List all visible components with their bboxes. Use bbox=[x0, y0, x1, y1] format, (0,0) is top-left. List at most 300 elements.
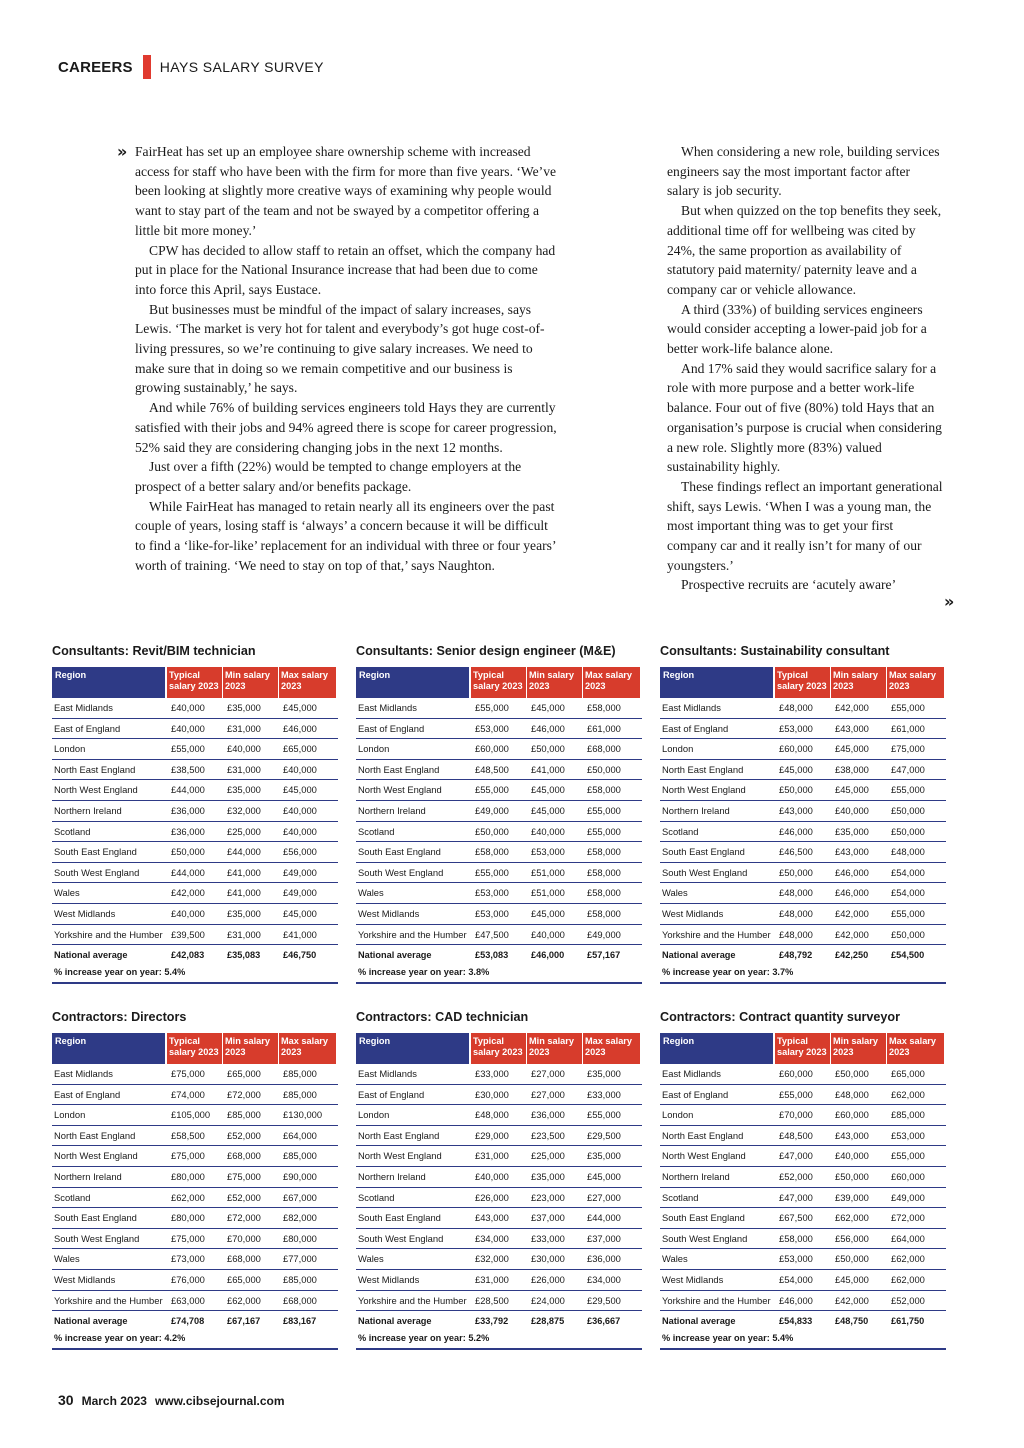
typical-cell: £40,000 bbox=[171, 722, 205, 734]
table-header bbox=[660, 667, 946, 698]
national-typical: £48,792 bbox=[779, 950, 813, 961]
min-cell: £42,000 bbox=[835, 1294, 869, 1306]
min-cell: £43,000 bbox=[835, 846, 869, 858]
typical-cell: £43,000 bbox=[475, 1212, 509, 1224]
table-row bbox=[660, 739, 946, 760]
table-row bbox=[660, 863, 946, 884]
website-link[interactable]: www.cibsejournal.com bbox=[154, 1394, 285, 1408]
region-cell: East Midlands bbox=[358, 702, 417, 713]
paragraph: FairHeat has set up an employee share ownership scheme with increased access for staff who have been with the firm for more than five years. ‘We’ve been looking at slightly more creative ways of examining why people would want to stay part of the team and not be swayed by a competitor offering a little bit more money.’ bbox=[135, 144, 557, 238]
header-typical: Typical salary 2023 bbox=[471, 1033, 526, 1064]
min-cell: £35,000 bbox=[227, 907, 261, 919]
header-max: Max salary 2023 bbox=[279, 1033, 336, 1064]
max-cell: £67,000 bbox=[283, 1191, 317, 1203]
max-cell: £36,000 bbox=[587, 1253, 621, 1265]
table-row bbox=[660, 1167, 946, 1188]
region-cell: South East England bbox=[662, 1212, 745, 1224]
table-header bbox=[660, 1033, 946, 1064]
national-average-row bbox=[660, 1311, 946, 1331]
national-min: £46,000 bbox=[531, 950, 565, 961]
table-row bbox=[52, 1249, 338, 1270]
national-average-row bbox=[52, 1311, 338, 1331]
typical-cell: £45,000 bbox=[779, 763, 813, 775]
table-header bbox=[356, 667, 642, 698]
header-min: Min salary 2023 bbox=[527, 1033, 582, 1064]
min-cell: £72,000 bbox=[227, 1212, 261, 1224]
max-cell: £61,000 bbox=[891, 722, 925, 734]
max-cell: £35,000 bbox=[587, 1150, 621, 1162]
max-cell: £37,000 bbox=[587, 1232, 621, 1244]
region-cell: Scotland bbox=[662, 825, 699, 837]
paragraph: When considering a new role, building services engineers say the most important factor after salary is job security. bbox=[667, 144, 940, 199]
region-cell: South East England bbox=[358, 1212, 441, 1224]
table-row bbox=[52, 1167, 338, 1188]
max-cell: £52,000 bbox=[891, 1294, 925, 1306]
table-row bbox=[52, 1270, 338, 1291]
max-cell: £58,000 bbox=[587, 866, 621, 878]
article-column-2 bbox=[667, 142, 943, 595]
table-row bbox=[356, 801, 642, 822]
min-cell: £46,000 bbox=[835, 866, 869, 878]
min-cell: £53,000 bbox=[531, 846, 565, 858]
max-cell: £68,000 bbox=[283, 1294, 317, 1306]
typical-cell: £47,500 bbox=[475, 928, 509, 940]
max-cell: £46,000 bbox=[283, 722, 317, 734]
typical-cell: £46,000 bbox=[779, 825, 813, 837]
salary-table bbox=[660, 1009, 946, 1350]
typical-cell: £46,500 bbox=[779, 846, 813, 858]
national-max: £57,167 bbox=[587, 950, 621, 961]
max-cell: £62,000 bbox=[891, 1273, 925, 1285]
typical-cell: £50,000 bbox=[475, 825, 509, 837]
table-title: Contractors: CAD technician bbox=[356, 1010, 529, 1024]
header-max: Max salary 2023 bbox=[887, 667, 944, 698]
typical-cell: £46,000 bbox=[779, 1294, 813, 1306]
typical-cell: £60,000 bbox=[779, 743, 813, 755]
header-region: Region bbox=[356, 667, 469, 698]
region-cell: North West England bbox=[358, 784, 442, 796]
national-average-row bbox=[660, 945, 946, 965]
max-cell: £44,000 bbox=[587, 1212, 621, 1224]
min-cell: £45,000 bbox=[531, 702, 565, 713]
national-max: £36,667 bbox=[587, 1316, 621, 1327]
max-cell: £77,000 bbox=[283, 1253, 317, 1265]
region-cell: South West England bbox=[662, 866, 748, 878]
typical-cell: £55,000 bbox=[171, 743, 205, 755]
max-cell: £62,000 bbox=[891, 1253, 925, 1265]
table-row bbox=[660, 904, 946, 925]
min-cell: £70,000 bbox=[227, 1232, 261, 1244]
header-typical: Typical salary 2023 bbox=[471, 667, 526, 698]
min-cell: £62,000 bbox=[227, 1294, 261, 1306]
region-cell: South West England bbox=[358, 1232, 444, 1244]
region-cell: East of England bbox=[358, 1088, 425, 1100]
region-cell: West Midlands bbox=[358, 1273, 420, 1285]
typical-cell: £28,500 bbox=[475, 1294, 509, 1306]
max-cell: £58,000 bbox=[587, 887, 621, 899]
salary-table bbox=[356, 1009, 642, 1350]
min-cell: £31,000 bbox=[227, 928, 261, 940]
paragraph: A third (33%) of building services engineers would consider accepting a lower-paid job for a better work-life balance alone. bbox=[667, 301, 927, 357]
max-cell: £85,000 bbox=[283, 1068, 317, 1079]
min-cell: £46,000 bbox=[531, 722, 565, 734]
yoy-increase: % increase year on year: 4.2% bbox=[52, 1331, 338, 1350]
table-header bbox=[356, 1033, 642, 1064]
min-cell: £43,000 bbox=[835, 1129, 869, 1141]
paragraph: While FairHeat has managed to retain nearly all its engineers over the past couple of years, losing staff is ‘always’ a concern because it will be difficult to find a ‘like-for-like’ replacement for an individual with three or four years’ worth of training. ‘We need to stay on top of that,’ says Naughton. bbox=[135, 498, 556, 573]
min-cell: £45,000 bbox=[531, 784, 565, 796]
max-cell: £50,000 bbox=[891, 928, 925, 940]
paragraph: But when quizzed on the top benefits they seek, additional time off for wellbeing was cited by 24%, the same proportion as availability of statutory paid maternity/ paternity leave and a company car or vehicle allowance. bbox=[667, 203, 942, 297]
min-cell: £38,000 bbox=[835, 763, 869, 775]
table-row bbox=[356, 1229, 642, 1250]
region-cell: Scotland bbox=[54, 1191, 91, 1203]
header-typical: Typical salary 2023 bbox=[167, 1033, 222, 1064]
typical-cell: £34,000 bbox=[475, 1232, 509, 1244]
max-cell: £27,000 bbox=[587, 1191, 621, 1203]
typical-cell: £53,000 bbox=[475, 887, 509, 899]
typical-cell: £33,000 bbox=[475, 1068, 509, 1079]
national-min: £48,750 bbox=[835, 1316, 869, 1327]
table-row bbox=[356, 1105, 642, 1126]
min-cell: £27,000 bbox=[531, 1068, 565, 1079]
region-cell: South East England bbox=[54, 846, 137, 858]
region-cell: East of England bbox=[662, 722, 729, 734]
table-row bbox=[660, 822, 946, 843]
continued-on-icon: » bbox=[944, 592, 955, 611]
max-cell: £48,000 bbox=[891, 846, 925, 858]
typical-cell: £40,000 bbox=[171, 907, 205, 919]
table-row bbox=[660, 1291, 946, 1312]
national-min: £28,875 bbox=[531, 1316, 565, 1327]
max-cell: £85,000 bbox=[283, 1088, 317, 1100]
max-cell: £34,000 bbox=[587, 1273, 621, 1285]
national-typical: £54,833 bbox=[779, 1316, 813, 1327]
typical-cell: £48,000 bbox=[779, 907, 813, 919]
typical-cell: £60,000 bbox=[475, 743, 509, 755]
typical-cell: £40,000 bbox=[171, 702, 205, 713]
min-cell: £41,000 bbox=[227, 887, 261, 899]
min-cell: £27,000 bbox=[531, 1088, 565, 1100]
region-cell: North West England bbox=[54, 1150, 138, 1162]
typical-cell: £54,000 bbox=[779, 1273, 813, 1285]
min-cell: £25,000 bbox=[227, 825, 261, 837]
max-cell: £55,000 bbox=[891, 907, 925, 919]
typical-cell: £26,000 bbox=[475, 1191, 509, 1203]
typical-cell: £42,000 bbox=[171, 887, 205, 899]
region-cell: East Midlands bbox=[54, 1068, 113, 1079]
table-row bbox=[356, 739, 642, 760]
table-row bbox=[356, 904, 642, 925]
table-row bbox=[356, 863, 642, 884]
min-cell: £51,000 bbox=[531, 866, 565, 878]
national-min: £67,167 bbox=[227, 1316, 261, 1327]
max-cell: £72,000 bbox=[891, 1212, 925, 1224]
region-cell: South East England bbox=[54, 1212, 137, 1224]
region-cell: Scotland bbox=[662, 1191, 699, 1203]
table-row bbox=[52, 1146, 338, 1167]
max-cell: £45,000 bbox=[283, 907, 317, 919]
table-title: Consultants: Sustainability consultant bbox=[660, 644, 890, 658]
region-cell: West Midlands bbox=[54, 907, 116, 919]
region-cell: East of England bbox=[358, 722, 425, 734]
region-cell: East Midlands bbox=[358, 1068, 417, 1079]
yoy-increase: % increase year on year: 5.2% bbox=[356, 1331, 642, 1350]
national-typical: £53,083 bbox=[475, 950, 509, 961]
table-row bbox=[356, 925, 642, 946]
table-row bbox=[52, 780, 338, 801]
max-cell: £58,000 bbox=[587, 907, 621, 919]
min-cell: £42,000 bbox=[835, 907, 869, 919]
typical-cell: £55,000 bbox=[779, 1088, 813, 1100]
national-typical: £33,792 bbox=[475, 1316, 509, 1327]
yoy-increase: % increase year on year: 5.4% bbox=[52, 965, 338, 984]
table-row bbox=[356, 1249, 642, 1270]
yoy-increase: % increase year on year: 3.7% bbox=[660, 965, 946, 984]
min-cell: £41,000 bbox=[227, 866, 261, 878]
national-average-row bbox=[356, 945, 642, 965]
table-row bbox=[660, 1249, 946, 1270]
region-cell: Yorkshire and the Humber bbox=[358, 928, 467, 940]
min-cell: £44,000 bbox=[227, 846, 261, 858]
typical-cell: £36,000 bbox=[171, 825, 205, 837]
min-cell: £48,000 bbox=[835, 1088, 869, 1100]
region-cell: South West England bbox=[54, 1232, 140, 1244]
min-cell: £36,000 bbox=[531, 1109, 565, 1121]
typical-cell: £36,000 bbox=[171, 804, 205, 816]
min-cell: £65,000 bbox=[227, 1273, 261, 1285]
region-cell: Yorkshire and the Humber bbox=[358, 1294, 467, 1306]
max-cell: £82,000 bbox=[283, 1212, 317, 1224]
min-cell: £52,000 bbox=[227, 1191, 261, 1203]
typical-cell: £30,000 bbox=[475, 1088, 509, 1100]
table-row bbox=[52, 1291, 338, 1312]
region-cell: Wales bbox=[358, 887, 384, 899]
typical-cell: £105,000 bbox=[171, 1109, 211, 1121]
typical-cell: £55,000 bbox=[475, 784, 509, 796]
max-cell: £75,000 bbox=[891, 743, 925, 755]
region-cell: North East England bbox=[54, 763, 136, 775]
article-column-1 bbox=[135, 142, 559, 575]
table-row bbox=[356, 760, 642, 781]
min-cell: £68,000 bbox=[227, 1150, 261, 1162]
max-cell: £40,000 bbox=[283, 763, 317, 775]
table-row bbox=[660, 780, 946, 801]
paragraph: And while 76% of building services engineers told Hays they are currently satisfied with their jobs and 94% agreed there is scope for career progression, 52% said they are considering changing jobs in the next 12 months. bbox=[135, 400, 557, 455]
table-row bbox=[660, 1208, 946, 1229]
max-cell: £90,000 bbox=[283, 1170, 317, 1182]
typical-cell: £75,000 bbox=[171, 1150, 205, 1162]
typical-cell: £52,000 bbox=[779, 1170, 813, 1182]
national-min: £35,083 bbox=[227, 950, 261, 961]
min-cell: £85,000 bbox=[227, 1109, 261, 1121]
min-cell: £50,000 bbox=[835, 1068, 869, 1079]
table-row bbox=[660, 925, 946, 946]
typical-cell: £48,500 bbox=[779, 1129, 813, 1141]
typical-cell: £75,000 bbox=[171, 1232, 205, 1244]
table-title: Contractors: Directors bbox=[52, 1010, 187, 1024]
typical-cell: £62,000 bbox=[171, 1191, 205, 1203]
region-cell: East of England bbox=[54, 722, 121, 734]
salary-table bbox=[356, 643, 642, 984]
typical-cell: £44,000 bbox=[171, 866, 205, 878]
header-divider bbox=[143, 55, 151, 79]
typical-cell: £67,500 bbox=[779, 1212, 813, 1224]
typical-cell: £53,000 bbox=[475, 907, 509, 919]
min-cell: £23,500 bbox=[531, 1129, 565, 1141]
region-cell: North East England bbox=[358, 763, 440, 775]
salary-table bbox=[52, 1009, 338, 1350]
max-cell: £64,000 bbox=[891, 1232, 925, 1244]
region-cell: Yorkshire and the Humber bbox=[662, 928, 771, 940]
region-cell: London bbox=[662, 743, 694, 755]
table-row bbox=[52, 1085, 338, 1106]
min-cell: £65,000 bbox=[227, 1068, 261, 1079]
max-cell: £58,000 bbox=[587, 702, 621, 713]
region-cell: North West England bbox=[54, 784, 138, 796]
max-cell: £58,000 bbox=[587, 784, 621, 796]
region-cell: Yorkshire and the Humber bbox=[662, 1294, 771, 1306]
region-cell: West Midlands bbox=[662, 1273, 724, 1285]
region-cell: Northern Ireland bbox=[662, 1170, 730, 1182]
typical-cell: £75,000 bbox=[171, 1068, 205, 1079]
max-cell: £55,000 bbox=[587, 804, 621, 816]
region-cell: North East England bbox=[662, 763, 744, 775]
max-cell: £55,000 bbox=[891, 784, 925, 796]
max-cell: £56,000 bbox=[283, 846, 317, 858]
min-cell: £30,000 bbox=[531, 1253, 565, 1265]
table-row bbox=[660, 1126, 946, 1147]
region-cell: Yorkshire and the Humber bbox=[54, 928, 163, 940]
typical-cell: £48,000 bbox=[475, 1109, 509, 1121]
region-cell: North West England bbox=[662, 784, 746, 796]
max-cell: £130,000 bbox=[283, 1109, 323, 1121]
min-cell: £33,000 bbox=[531, 1232, 565, 1244]
region-cell: Northern Ireland bbox=[662, 804, 730, 816]
min-cell: £37,000 bbox=[531, 1212, 565, 1224]
min-cell: £32,000 bbox=[227, 804, 261, 816]
header-min: Min salary 2023 bbox=[527, 667, 582, 698]
min-cell: £43,000 bbox=[835, 722, 869, 734]
max-cell: £53,000 bbox=[891, 1129, 925, 1141]
paragraph: But businesses must be mindful of the impact of salary increases, says Lewis. ‘The market is very hot for talent and everybody’s got huge cost-of-living pressures, so we’re continuing to give salary increases. We need to make sure that in doing so we remain competitive and our business is growing sustainably,’ he says. bbox=[135, 301, 545, 396]
table-row bbox=[660, 1270, 946, 1291]
min-cell: £68,000 bbox=[227, 1253, 261, 1265]
max-cell: £29,500 bbox=[587, 1294, 621, 1306]
table-row bbox=[356, 1270, 642, 1291]
max-cell: £85,000 bbox=[283, 1273, 317, 1285]
typical-cell: £29,000 bbox=[475, 1129, 509, 1141]
table-row bbox=[356, 780, 642, 801]
max-cell: £64,000 bbox=[283, 1129, 317, 1141]
header-min: Min salary 2023 bbox=[223, 1033, 278, 1064]
national-typical: £42,083 bbox=[171, 950, 205, 961]
typical-cell: £38,500 bbox=[171, 763, 205, 775]
national-label: National average bbox=[662, 1316, 736, 1327]
region-cell: Scotland bbox=[358, 1191, 395, 1203]
table-row bbox=[356, 698, 642, 719]
min-cell: £62,000 bbox=[835, 1212, 869, 1224]
issue-date: March 2023 bbox=[81, 1394, 147, 1408]
max-cell: £33,000 bbox=[587, 1088, 621, 1100]
region-cell: Wales bbox=[54, 1253, 80, 1265]
national-max: £54,500 bbox=[891, 950, 925, 961]
region-cell: Northern Ireland bbox=[358, 1170, 426, 1182]
table-row bbox=[356, 822, 642, 843]
min-cell: £45,000 bbox=[835, 784, 869, 796]
paragraph: And 17% said they would sacrifice salary for a role with more purpose and a better work-life balance. Four out of five (80%) told Hays that an organisation’s purpose is crucial when considering a new role. Slightly more (83%) valued sustainability highly. bbox=[667, 360, 942, 475]
table-row bbox=[356, 719, 642, 740]
min-cell: £35,000 bbox=[835, 825, 869, 837]
table-row bbox=[660, 883, 946, 904]
typical-cell: £76,000 bbox=[171, 1273, 205, 1285]
national-average-row bbox=[356, 1311, 642, 1331]
region-cell: London bbox=[358, 743, 390, 755]
typical-cell: £47,000 bbox=[779, 1150, 813, 1162]
min-cell: £50,000 bbox=[835, 1253, 869, 1265]
max-cell: £54,000 bbox=[891, 866, 925, 878]
table-row bbox=[660, 1064, 946, 1085]
typical-cell: £55,000 bbox=[475, 702, 509, 713]
national-typical: £74,708 bbox=[171, 1316, 205, 1327]
header-typical: Typical salary 2023 bbox=[775, 667, 830, 698]
table-row bbox=[356, 1291, 642, 1312]
table-row bbox=[52, 1208, 338, 1229]
min-cell: £45,000 bbox=[835, 1273, 869, 1285]
region-cell: North West England bbox=[662, 1150, 746, 1162]
min-cell: £35,000 bbox=[531, 1170, 565, 1182]
table-row bbox=[52, 760, 338, 781]
table-row bbox=[356, 1085, 642, 1106]
max-cell: £45,000 bbox=[283, 784, 317, 796]
min-cell: £40,000 bbox=[835, 804, 869, 816]
max-cell: £55,000 bbox=[587, 1109, 621, 1121]
header-typical: Typical salary 2023 bbox=[775, 1033, 830, 1064]
min-cell: £50,000 bbox=[835, 1170, 869, 1182]
region-cell: South West England bbox=[358, 866, 444, 878]
header-max: Max salary 2023 bbox=[279, 667, 336, 698]
min-cell: £45,000 bbox=[531, 907, 565, 919]
header-region: Region bbox=[52, 1033, 165, 1064]
table-row bbox=[52, 863, 338, 884]
max-cell: £65,000 bbox=[283, 743, 317, 755]
table-title: Consultants: Revit/BIM technician bbox=[52, 644, 256, 658]
header-region: Region bbox=[660, 1033, 773, 1064]
region-cell: North East England bbox=[358, 1129, 440, 1141]
typical-cell: £49,000 bbox=[475, 804, 509, 816]
table-header bbox=[52, 667, 338, 698]
min-cell: £31,000 bbox=[227, 763, 261, 775]
max-cell: £61,000 bbox=[587, 722, 621, 734]
table-row bbox=[52, 1064, 338, 1085]
max-cell: £35,000 bbox=[587, 1068, 621, 1079]
typical-cell: £55,000 bbox=[475, 866, 509, 878]
typical-cell: £70,000 bbox=[779, 1109, 813, 1121]
min-cell: £23,000 bbox=[531, 1191, 565, 1203]
national-label: National average bbox=[358, 1316, 432, 1327]
table-row bbox=[660, 719, 946, 740]
min-cell: £45,000 bbox=[531, 804, 565, 816]
min-cell: £31,000 bbox=[227, 722, 261, 734]
max-cell: £45,000 bbox=[587, 1170, 621, 1182]
min-cell: £45,000 bbox=[835, 743, 869, 755]
national-label: National average bbox=[54, 1316, 128, 1327]
min-cell: £40,000 bbox=[835, 1150, 869, 1162]
min-cell: £42,000 bbox=[835, 702, 869, 713]
table-row bbox=[356, 842, 642, 863]
typical-cell: £50,000 bbox=[779, 866, 813, 878]
max-cell: £80,000 bbox=[283, 1232, 317, 1244]
